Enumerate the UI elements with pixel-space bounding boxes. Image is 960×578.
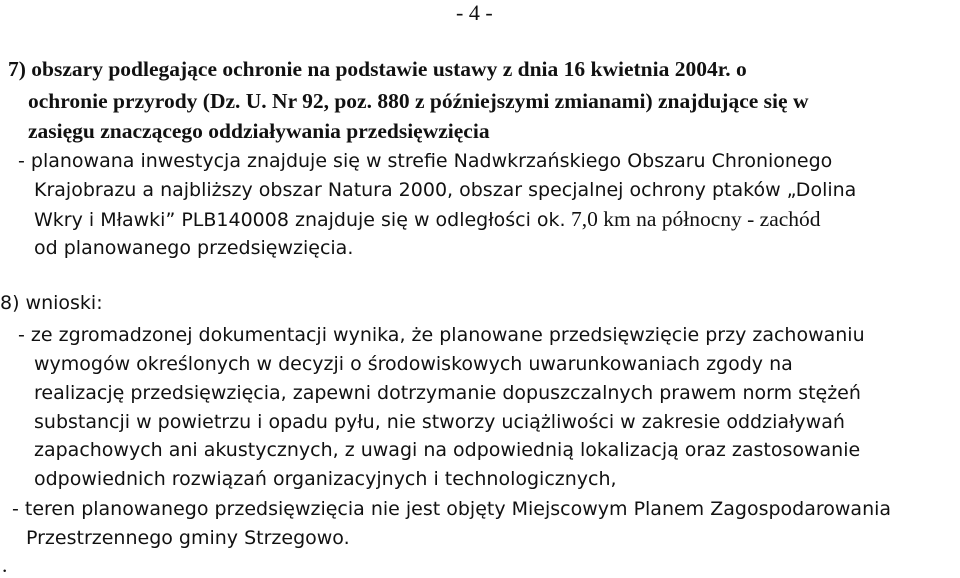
section7-body-line-4: od planowanego przedsięwzięcia.	[34, 237, 354, 259]
section8-bullet1-line-2: wymogów określonych w decyzji o środowiskowych uwarunkowaniach zgody na	[34, 353, 793, 375]
section8-bullet1-line-3: realizację przedsięwzięcia, zapewni dotrzymanie dopuszczalnych prawem norm stężeń	[34, 382, 861, 404]
section7-body-line-2: Krajobrazu a najbliższy obszar Natura 2000, obszar specjalnej ochrony ptaków „Dolina	[34, 179, 857, 201]
section7-heading-line-1: 7) obszary podlegające ochronie na podstawie ustawy z dnia 16 kwietnia 2004r. o	[8, 57, 747, 81]
trailing-period: .	[2, 553, 8, 577]
section8-heading: 8) wnioski:	[0, 292, 103, 314]
section8-bullet1-line-4: substancji w powietrzu i opadu pyłu, nie stworzy uciążliwości w zakresie oddziaływań	[34, 411, 845, 433]
section7-body-line-3	[34, 206, 821, 233]
section8-bullet2-line-1: - teren planowanego przedsięwzięcia nie jest objęty Miejscowym Planem Zagospodarowania	[12, 498, 892, 520]
section7-body-line-3-distance: 7,0 km na północny - zachód	[570, 207, 821, 231]
section7-heading-line-2: ochronie przyrody (Dz. U. Nr 92, poz. 880 z późniejszymi zmianami) znajdujące się w	[28, 89, 809, 113]
section7-heading-line-3: zasięgu znaczącego oddziaływania przedsięwzięcia	[28, 119, 490, 143]
section7-body-line-1: - planowana inwestycja znajduje się w strefie Nadwkrzańskiego Obszaru Chronionego	[18, 150, 833, 172]
section8-bullet2-line-2: Przestrzennego gminy Strzegowo.	[26, 527, 350, 549]
page-number: - 4 -	[456, 0, 493, 25]
section8-bullet1-line-1: - ze zgromadzonej dokumentacji wynika, że planowane przedsięwzięcie przy zachowaniu	[18, 324, 865, 346]
section7-body-line-3-text: Wkry i Mławki” PLB140008 znajduje się w odległości ok.	[34, 209, 566, 231]
section8-bullet1-line-6: odpowiednich rozwiązań organizacyjnych i technologicznych,	[34, 468, 617, 490]
section8-bullet1-line-5: zapachowych ani akustycznych, z uwagi na odpowiednią lokalizacją oraz zastosowanie	[34, 439, 861, 461]
